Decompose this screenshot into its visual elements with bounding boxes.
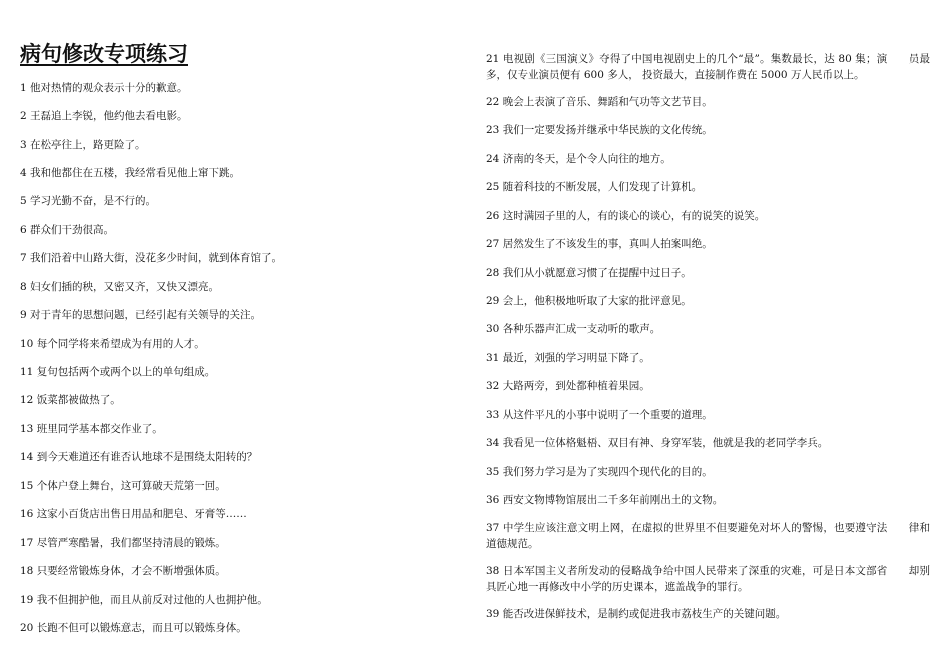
- list-item: 11 复句包括两个或两个以上的单句组成。: [20, 366, 216, 378]
- list-item: 31 最近，刘强的学习明显下降了。: [486, 352, 650, 364]
- list-item: 1 他对热情的观众表示十分的歉意。: [20, 82, 188, 94]
- list-item: 17 尽管严寒酷暑，我们都坚持清晨的锻炼。: [20, 537, 226, 549]
- list-item: 29 会上，他积极地听取了大家的批评意见。: [486, 295, 692, 307]
- list-item: 19 我不但拥护他，而且从前反对过他的人也拥护他。: [20, 594, 268, 606]
- list-item: 3 在松亭往上，路更险了。: [20, 139, 146, 151]
- list-item: 35 我们努力学习是为了实现四个现代化的目的。: [486, 466, 713, 478]
- list-item: 12 饭菜都被做热了。: [20, 394, 121, 406]
- list-item: 16 这家小百货店出售日用品和肥皂、牙膏等……: [20, 508, 247, 520]
- list-item: 25 随着科技的不断发展，人们发现了计算机。: [486, 181, 703, 193]
- list-item: 13 班里同学基本都交作业了。: [20, 423, 163, 435]
- list-item: 28 我们从小就愿意习惯了在提醒中过日子。: [486, 267, 692, 279]
- list-item: 10 每个同学将来希望成为有用的人才。: [20, 338, 205, 350]
- list-item: 6 群众们干劲很高。: [20, 224, 115, 236]
- list-item: 7 我们沿着中山路大街，没花多少时间，就到体育馆了。: [20, 252, 283, 264]
- list-item: 26 这时满园子里的人，有的谈心的谈心，有的说笑的说笑。: [486, 210, 766, 222]
- list-item: 9 对于青年的思想问题，已经引起有关领导的关注。: [20, 309, 262, 321]
- list-item: 36 西安文物博物馆展出二千多年前刚出土的文物。: [486, 494, 724, 506]
- list-item: 8 妇女们插的秧，又密又齐，又快又漂亮。: [20, 281, 220, 293]
- list-item: 23 我们一定要发扬并继承中华民族的文化传统。: [486, 124, 713, 136]
- list-item: 37 中学生应该注意文明上网，在虚拟的世界里不但要避免对坏人的警惕，也要遵守法 律和道德规范。: [486, 522, 930, 550]
- list-item: 24 济南的冬天，是个令人向往的地方。: [486, 153, 671, 165]
- list-item: 4 我和他都住在五楼，我经常看见他上窜下跳。: [20, 167, 241, 179]
- list-item: 33 从这件平凡的小事中说明了一个重要的道理。: [486, 409, 713, 421]
- list-item: 2 王磊追上李锐，他约他去看电影。: [20, 110, 188, 122]
- list-item: 22 晚会上表演了音乐、舞蹈和气功等文艺节目。: [486, 96, 713, 108]
- list-item: 18 只要经常锻炼身体，才会不断增强体质。: [20, 565, 226, 577]
- list-item: 39 能否改进保鲜技术，是制约或促进我市荔枝生产的关键问题。: [486, 608, 787, 620]
- list-item: 32 大路两旁，到处都种植着果园。: [486, 380, 650, 392]
- list-item: 27 居然发生了不该发生的事，真叫人拍案叫绝。: [486, 238, 713, 250]
- list-item: 14 到今天难道还有谁否认地球不是围绕太阳转的？: [20, 451, 258, 463]
- list-item: 15 个体户登上舞台，这可算破天荒第一回。: [20, 480, 226, 492]
- page-title: 病句修改专项练习: [20, 42, 188, 66]
- list-item: 34 我看见一位体格魁梧、双目有神、身穿军装，他就是我的老同学李兵。: [486, 437, 829, 449]
- list-item: 30 各种乐器声汇成一支动听的歌声。: [486, 323, 661, 335]
- list-item: 5 学习光勤不奋，是不行的。: [20, 195, 157, 207]
- list-item: 21 电视剧《三国演义》夺得了中国电视剧史上的几个“最”。集数最长，达 80 集；演 员最多，仅专业演员便有 600 多人， 投资最大，直接制作费在 5000 万人民币以上。: [486, 53, 930, 81]
- list-item: 38 日本军国主义者所发动的侵略战争给中国人民带来了深重的灾难，可是日本文部省 却别具匠心地一再修改中小学的历史课本，遮盖战争的罪行。: [486, 565, 930, 593]
- list-item: 20 长跑不但可以锻炼意志，而且可以锻炼身体。: [20, 622, 247, 634]
